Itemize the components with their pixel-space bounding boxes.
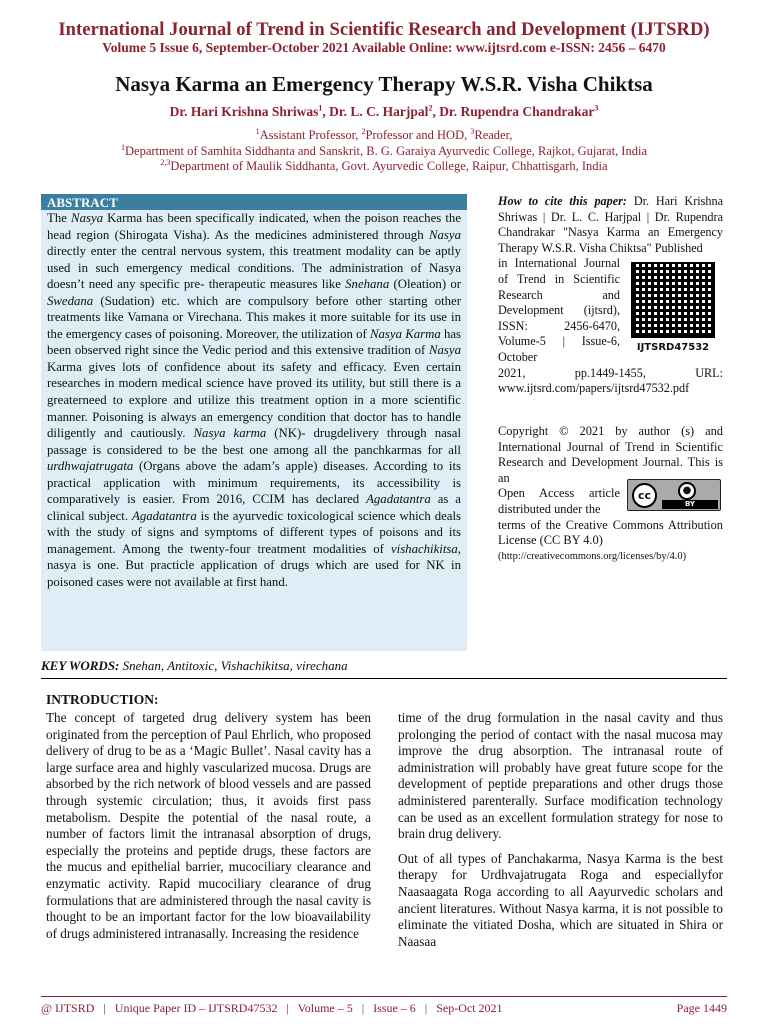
footer-info: @ IJTSRD | Unique Paper ID – IJTSRD47532 | Volume – 5 | Issue – 6 | Sep-Oct 2021	[41, 1001, 503, 1015]
introduction-heading: INTRODUCTION:	[46, 692, 159, 707]
qr-paper-id: IJTSRD47532	[636, 342, 710, 353]
keywords-line	[41, 658, 741, 674]
section-divider	[41, 678, 727, 679]
author-2-sup: 2	[428, 103, 433, 113]
by-label: BY	[662, 500, 718, 509]
citation-text: How to cite this paper: Dr. Hari Krishna Shriwas | Dr. L. C. Harjpal | Dr. Rupendra Chandrakar "Nasya Karma an Emergency Therapy W.S.R. Visha Chiktsa" Published	[498, 194, 723, 255]
abstract-box	[41, 194, 467, 651]
cc-by-license-badge[interactable]	[627, 479, 721, 511]
attribution-person-icon: ●	[678, 482, 696, 500]
journal-issue-line: Volume 5 Issue 6, September-October 2021 Available Online: www.ijtsrd.com e-ISSN: 2456 – 6470	[102, 40, 666, 55]
author-1: Dr. Hari Krishna Shriwas	[169, 104, 319, 119]
abstract-text: The Nasya Karma has been specifically indicated, when the poison reaches the head region (Shirogata Visha). As the medicines administered through Nasya directly enter the central nervous system, this treatment modality can be aptly used in such emergency medical conditions. The administration of Nasya doesn’t need any specific pre- therapeutic measures like Snehana (Oleation) or Swedana (Sudation) etc. which are compulsory before other starting other treatments like Vamana or Virechana. This makes it more suitable for its use in the emergency cases of poisoning. Moreover, the utilization of Nasya Karma has been observed right since the Vedic period and this extensive tradition of Nasya Karma gives lots of confidence about its safety and efficacy. Even certain researches in modern medical science have proved its utility, but still there is a greaterneed to explore and utilize this treatment option in a more scientific manner. Poisoning is always an emergency condition that doctor has to handle diligently and cautiously. Nasya karma (NK)- drugdelivery through nasal passage is considered to be the best one among all the panchkarmas for all urdhwajatrugata (Organs above the adam’s apple) diseases. According to its practical application with minimum requirements, its accessibility is comparatively is easier. From 2016, CCIM has declared Agadatantra as a clinical subject. Agadatantra is the ayurvedic toxicological science which deals with the study of signs and symptoms of different types of poisons and its management. Among the twenty-four treatment modalities of vishachikitsa, nasya is one. But practicle application of drugs which are used for NK in poisoned cases were not available at first hand.	[47, 211, 462, 590]
journal-title: International Journal of Trend in Scientific Research and Development (IJTSRD)	[58, 20, 710, 40]
author-3-sup: 3	[594, 103, 599, 113]
qr-code-image	[631, 262, 715, 338]
cc-icon: cc	[632, 483, 657, 508]
footer-rule	[41, 996, 727, 997]
author-2: , Dr. L. C. Harjpal	[322, 104, 429, 119]
author-1-sup: 1	[318, 103, 323, 113]
citation-lead: How to cite this paper:	[498, 194, 627, 208]
qr-code[interactable]	[625, 262, 721, 360]
citation-block: How to cite this paper: Dr. Hari Krishna Shriwas | Dr. L. C. Harjpal | Dr. Rupendra Chandrakar "Nasya Karma an Emergency Therapy W.S.R. Visha Chiktsa" Published in International Journal of Trend in Scientific Research and Development (ijtsrd), ISSN: 2456-6470, Volume-5 | Issue-6, October 2021, pp.1449-1455, URL: www.ijtsrd.com/papers/ijtsrd47532.pdf	[498, 194, 723, 396]
abstract-heading: ABSTRACT	[41, 194, 467, 210]
affiliation-2: $^{2,3}$Department of Maulik Siddhanta, Govt. Ayurvedic College, Raipur, Chhattisgarh, India	[160, 157, 608, 173]
keywords-label: KEY WORDS:	[41, 658, 120, 673]
author-3: , Dr. Rupendra Chandrakar	[432, 104, 595, 119]
introduction-paragraph: Out of all types of Panchakarma, Nasya Karma is the best therapy for Urdhvajatrugata Roga and especiallyfor Naasaagata Roga according to all Aayurvedic scholars and ancient literatures. Without Nasya karma, it is not possible to eliminate the vitiated Dosha, which are situated in Shira or Naasaa	[398, 850, 723, 949]
keywords-value: Snehan, Antitoxic, Vishachikitsa, virechana	[122, 658, 348, 673]
page-number: Page 1449	[676, 1001, 727, 1015]
copyright-block: Copyright © 2021 by author (s) and International Journal of Trend in Scientific Research and Development Journal. This is an Open Access article distributed under the terms of the Creative Commons Attribution License (CC BY 4.0) (http://creativecommons.org/licenses/by/4.0)	[498, 424, 723, 562]
introduction-left-column: The concept of targeted drug delivery system has been originated from the perception of Paul Ehrlich, who proposed delivery of drug to be as a ‘Magic Bullet’. Nasal cavity has a large surface area and highly vascularized mucosa. Drugs are absorbed by the rich network of blood vessels and are passed through systemic circulation; thus, it avoids first pass metabolism. Despite the potential of the nasal route, a number of factors limit the intranasal absorption of drugs, especially the proteins and peptide drugs, these factors are the mucus and epithelial barrier, mucociliary clearance and enzymatic activity. Rapid mucociliary clearance of drug formulations that are administered through the nasal cavity is thought to be an important factor for the low bioavailability of drugs administered intranasally. Increasing the residence	[46, 710, 371, 941]
authors	[0, 104, 768, 120]
paper-title: Nasya Karma an Emergency Therapy W.S.R. Visha Chiktsa	[115, 72, 653, 96]
affiliation-roles: $^1$Assistant Professor, $^2$Professor and HOD, $^3$Reader,	[255, 126, 513, 142]
introduction-paragraph: time of the drug formulation in the nasal cavity and thus prolonging the period of contact with the nasal mucosa may improve the drug absorption. The intranasal route of administration will probably have great future scope for the development of peptide preparations and other drugs those administered parenterally. Surface modification technology can be used as an excellent formulation strategy for nose to brain drug delivery.	[398, 710, 723, 842]
page-footer	[41, 1001, 727, 1016]
introduction-right-column	[398, 710, 723, 958]
affiliation-1: $^1$Department of Samhita Siddhanta and Sanskrit, B. G. Garaiya Ayurvedic College, Rajkot, Gujarat, India	[121, 142, 647, 158]
